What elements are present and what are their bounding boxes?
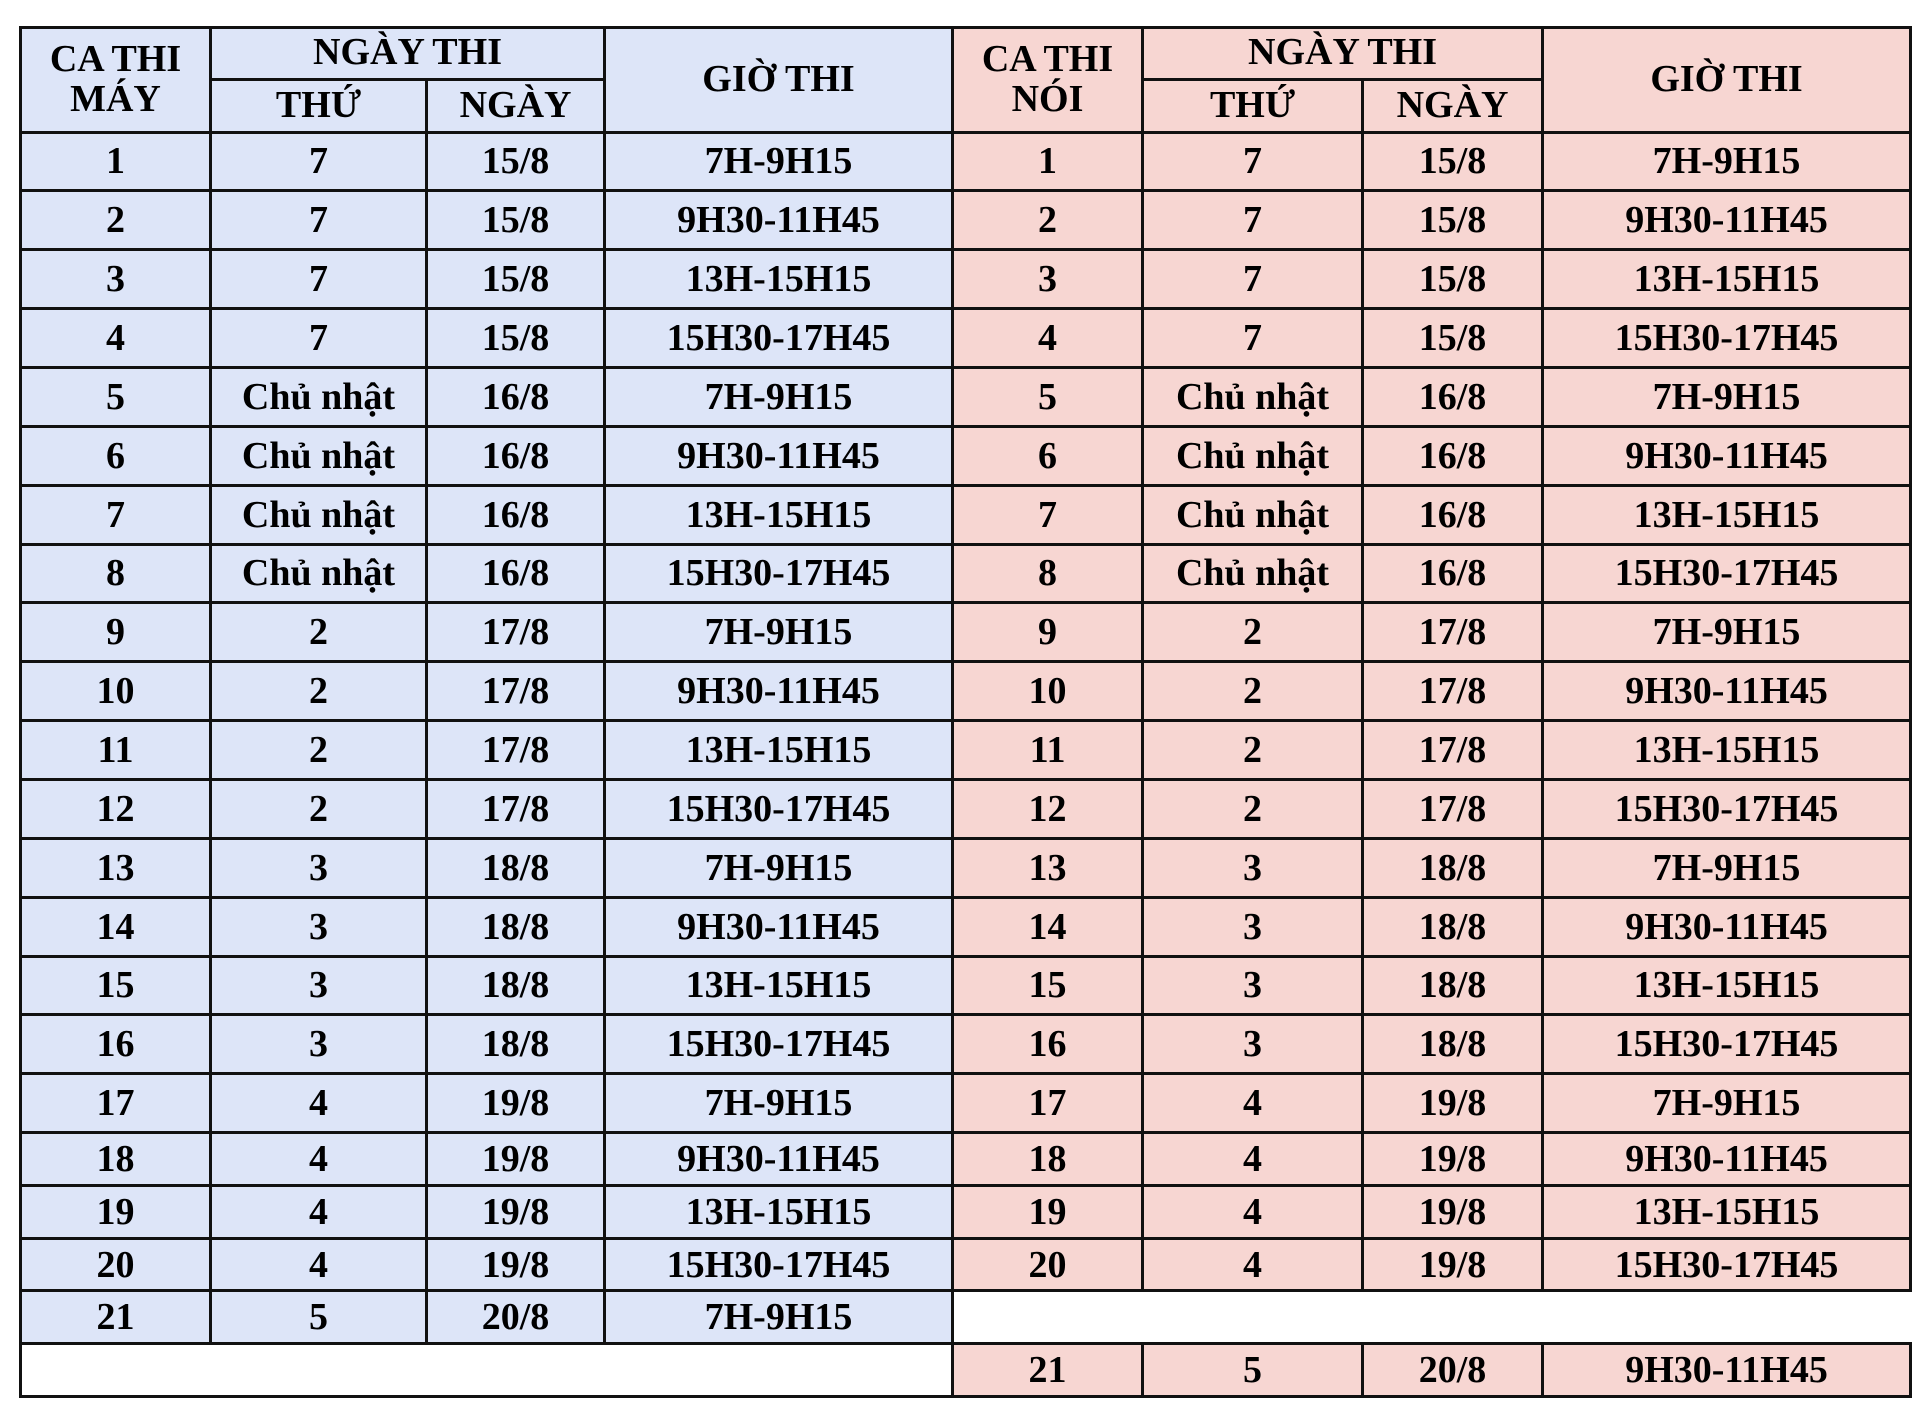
- table-row: [21, 1074, 1911, 1133]
- left-cell-ngay: 17/8: [427, 721, 605, 780]
- left-cell-thu: 4: [211, 1074, 427, 1133]
- right-cell-gio: 13H-15H15: [1543, 956, 1911, 1015]
- table-row: [21, 544, 1911, 603]
- left-cell-ca: 3: [21, 250, 211, 309]
- left-cell-gio: 13H-15H15: [605, 721, 953, 780]
- left-cell-ngay: 15/8: [427, 191, 605, 250]
- left-cell-thu: 7: [211, 309, 427, 368]
- left-cell-ca: 10: [21, 662, 211, 721]
- right-cell-gio: 9H30-11H45: [1543, 191, 1911, 250]
- left-cell-thu: 4: [211, 1238, 427, 1291]
- left-cell-ca: 5: [21, 367, 211, 426]
- right-cell-thu: 2: [1143, 721, 1363, 780]
- left-cell-gio: 7H-9H15: [605, 838, 953, 897]
- left-cell-ngay: 17/8: [427, 662, 605, 721]
- left-cell-thu: 4: [211, 1185, 427, 1238]
- left-cell-thu: 4: [211, 1133, 427, 1186]
- table-row: [21, 662, 1911, 721]
- right-cell-ngay: 15/8: [1363, 191, 1543, 250]
- left-cell-thu: 3: [211, 897, 427, 956]
- header-row-1: [21, 28, 1911, 80]
- right-cell-thu: 4: [1143, 1133, 1363, 1186]
- right-cell-ca: 11: [953, 721, 1143, 780]
- right-cell-thu: 2: [1143, 662, 1363, 721]
- right-cell-gio: 7H-9H15: [1543, 603, 1911, 662]
- left-cell-gio: 13H-15H15: [605, 250, 953, 309]
- table-row: [21, 1015, 1911, 1074]
- table-row: [21, 191, 1911, 250]
- left-cell-thu: 2: [211, 662, 427, 721]
- right-cell-ngay: 15/8: [1363, 250, 1543, 309]
- right-cell-thu: Chủ nhật: [1143, 367, 1363, 426]
- left-cell-gio: 15H30-17H45: [605, 309, 953, 368]
- right-cell-thu: Chủ nhật: [1143, 544, 1363, 603]
- left-cell-ngay: 19/8: [427, 1133, 605, 1186]
- header-ca-line2: NÓI: [1011, 77, 1084, 120]
- table-row: [21, 721, 1911, 780]
- table-row: [21, 779, 1911, 838]
- right-cell-gio: 9H30-11H45: [1543, 662, 1911, 721]
- left-cell-thu: 3: [211, 1015, 427, 1074]
- right-cell-ngay: 16/8: [1363, 426, 1543, 485]
- right-cell-ca: 9: [953, 603, 1143, 662]
- right-cell-ngay: 19/8: [1363, 1238, 1543, 1291]
- right-cell-gio: 13H-15H15: [1543, 250, 1911, 309]
- empty-right-cell: [953, 1291, 1911, 1344]
- left-cell-gio: 7H-9H15: [605, 367, 953, 426]
- left-cell-thu: Chủ nhật: [211, 367, 427, 426]
- right-cell-gio: 15H30-17H45: [1543, 1015, 1911, 1074]
- right-cell-gio: 13H-15H15: [1543, 485, 1911, 544]
- left-cell-gio: 15H30-17H45: [605, 1238, 953, 1291]
- right-cell-ngay: 19/8: [1363, 1133, 1543, 1186]
- right-cell-ca: 17: [953, 1074, 1143, 1133]
- right-cell-gio: 15H30-17H45: [1543, 309, 1911, 368]
- left-cell-ca: 4: [21, 309, 211, 368]
- left-cell-ngay: 18/8: [427, 1015, 605, 1074]
- left-cell-gio: 7H-9H15: [605, 1291, 953, 1344]
- right-cell-ngay: 18/8: [1363, 956, 1543, 1015]
- right-cell-ngay: 16/8: [1363, 485, 1543, 544]
- right-cell-ca: 13: [953, 838, 1143, 897]
- right-cell-ca: 12: [953, 779, 1143, 838]
- table-row: [21, 250, 1911, 309]
- left-cell-ngay: 16/8: [427, 367, 605, 426]
- right-cell-ca: 20: [953, 1238, 1143, 1291]
- right-cell-gio: 9H30-11H45: [1543, 1344, 1911, 1397]
- left-cell-gio: 15H30-17H45: [605, 1015, 953, 1074]
- right-cell-gio: 7H-9H15: [1543, 367, 1911, 426]
- left-cell-thu: Chủ nhật: [211, 426, 427, 485]
- left-cell-gio: 13H-15H15: [605, 485, 953, 544]
- right-cell-gio: 15H30-17H45: [1543, 779, 1911, 838]
- right-cell-thu: 4: [1143, 1238, 1363, 1291]
- header-gio-thi-left: GIỜ THI: [605, 28, 953, 133]
- left-cell-gio: 7H-9H15: [605, 1074, 953, 1133]
- header-ca-thi-noi: [953, 28, 1143, 133]
- left-cell-ca: 9: [21, 603, 211, 662]
- right-cell-ca: 5: [953, 367, 1143, 426]
- left-cell-ca: 14: [21, 897, 211, 956]
- right-cell-ca: 3: [953, 250, 1143, 309]
- right-cell-thu: 3: [1143, 956, 1363, 1015]
- left-cell-gio: 13H-15H15: [605, 1185, 953, 1238]
- header-ca-line2: MÁY: [70, 77, 161, 120]
- left-cell-gio: 7H-9H15: [605, 603, 953, 662]
- left-cell-gio: 13H-15H15: [605, 956, 953, 1015]
- left-cell-thu: 3: [211, 838, 427, 897]
- left-cell-ngay: 16/8: [427, 485, 605, 544]
- left-cell-ca: 15: [21, 956, 211, 1015]
- right-cell-thu: 2: [1143, 603, 1363, 662]
- right-cell-thu: 2: [1143, 779, 1363, 838]
- left-cell-ca: 1: [21, 132, 211, 191]
- left-cell-ca: 2: [21, 191, 211, 250]
- right-cell-ngay: 19/8: [1363, 1185, 1543, 1238]
- left-cell-ngay: 18/8: [427, 838, 605, 897]
- right-cell-ngay: 17/8: [1363, 603, 1543, 662]
- table-row: [21, 426, 1911, 485]
- right-cell-thu: 7: [1143, 191, 1363, 250]
- left-cell-thu: 2: [211, 721, 427, 780]
- left-cell-gio: 9H30-11H45: [605, 191, 953, 250]
- left-cell-ca: 6: [21, 426, 211, 485]
- table-row: [21, 309, 1911, 368]
- left-cell-ngay: 17/8: [427, 603, 605, 662]
- empty-left-cell: [21, 1344, 953, 1397]
- right-cell-gio: 13H-15H15: [1543, 721, 1911, 780]
- left-cell-ngay: 19/8: [427, 1185, 605, 1238]
- left-cell-ca: 13: [21, 838, 211, 897]
- right-cell-ca: 2: [953, 191, 1143, 250]
- left-cell-thu: 2: [211, 779, 427, 838]
- left-cell-thu: 7: [211, 191, 427, 250]
- right-cell-ca: 7: [953, 485, 1143, 544]
- right-cell-thu: 4: [1143, 1074, 1363, 1133]
- right-cell-ngay: 20/8: [1363, 1344, 1543, 1397]
- left-cell-ngay: 20/8: [427, 1291, 605, 1344]
- right-cell-thu: 3: [1143, 838, 1363, 897]
- header-thu-right: THỨ: [1143, 79, 1363, 132]
- left-cell-gio: 9H30-11H45: [605, 662, 953, 721]
- left-cell-ca: 8: [21, 544, 211, 603]
- right-cell-ca: 4: [953, 309, 1143, 368]
- right-cell-ngay: 19/8: [1363, 1074, 1543, 1133]
- right-cell-thu: 3: [1143, 897, 1363, 956]
- right-cell-thu: 5: [1143, 1344, 1363, 1397]
- table-row: [21, 603, 1911, 662]
- table-row: [21, 1238, 1911, 1291]
- left-cell-ngay: 18/8: [427, 956, 605, 1015]
- left-cell-ca: 20: [21, 1238, 211, 1291]
- left-cell-gio: 9H30-11H45: [605, 426, 953, 485]
- left-cell-ca: 19: [21, 1185, 211, 1238]
- left-cell-gio: 9H30-11H45: [605, 1133, 953, 1186]
- left-cell-thu: 7: [211, 250, 427, 309]
- left-cell-ngay: 19/8: [427, 1074, 605, 1133]
- right-cell-ca: 16: [953, 1015, 1143, 1074]
- right-cell-thu: 7: [1143, 132, 1363, 191]
- table-row: [21, 485, 1911, 544]
- table-row: [21, 367, 1911, 426]
- right-cell-thu: 7: [1143, 309, 1363, 368]
- table-row: [21, 132, 1911, 191]
- left-cell-ca: 12: [21, 779, 211, 838]
- right-cell-ca: 6: [953, 426, 1143, 485]
- table-row: [21, 956, 1911, 1015]
- left-cell-ca: 11: [21, 721, 211, 780]
- right-cell-ca: 19: [953, 1185, 1143, 1238]
- right-cell-thu: 4: [1143, 1185, 1363, 1238]
- left-cell-thu: Chủ nhật: [211, 485, 427, 544]
- right-cell-ca: 18: [953, 1133, 1143, 1186]
- right-cell-ngay: 18/8: [1363, 1015, 1543, 1074]
- right-cell-thu: Chủ nhật: [1143, 485, 1363, 544]
- right-cell-ngay: 15/8: [1363, 132, 1543, 191]
- table-row: [21, 838, 1911, 897]
- right-cell-gio: 7H-9H15: [1543, 132, 1911, 191]
- right-cell-ngay: 15/8: [1363, 309, 1543, 368]
- left-cell-ngay: 15/8: [427, 132, 605, 191]
- left-cell-thu: 5: [211, 1291, 427, 1344]
- table-row: [21, 1133, 1911, 1186]
- left-cell-ngay: 15/8: [427, 309, 605, 368]
- left-cell-ngay: 15/8: [427, 250, 605, 309]
- left-cell-thu: Chủ nhật: [211, 544, 427, 603]
- header-thu-left: THỨ: [211, 79, 427, 132]
- header-gio-thi-right: GIỜ THI: [1543, 28, 1911, 133]
- table-row: [21, 1185, 1911, 1238]
- table-row-left-last: [21, 1291, 1911, 1344]
- right-cell-gio: 15H30-17H45: [1543, 1238, 1911, 1291]
- right-cell-gio: 9H30-11H45: [1543, 426, 1911, 485]
- header-ca-thi-may: [21, 28, 211, 133]
- right-cell-ca: 21: [953, 1344, 1143, 1397]
- right-cell-ngay: 17/8: [1363, 721, 1543, 780]
- header-ngay-thi-right: NGÀY THI: [1143, 28, 1543, 80]
- left-cell-ngay: 18/8: [427, 897, 605, 956]
- header-ca-line1: CA THI: [981, 37, 1114, 80]
- header-ngay-right: NGÀY: [1363, 79, 1543, 132]
- left-cell-gio: 7H-9H15: [605, 132, 953, 191]
- right-cell-gio: 9H30-11H45: [1543, 1133, 1911, 1186]
- left-cell-ngay: 17/8: [427, 779, 605, 838]
- right-cell-ngay: 16/8: [1363, 544, 1543, 603]
- left-cell-ngay: 19/8: [427, 1238, 605, 1291]
- left-cell-gio: 9H30-11H45: [605, 897, 953, 956]
- right-cell-ca: 8: [953, 544, 1143, 603]
- table-row-right-last: [21, 1344, 1911, 1397]
- right-cell-ngay: 18/8: [1363, 897, 1543, 956]
- right-cell-ngay: 17/8: [1363, 779, 1543, 838]
- right-cell-thu: 7: [1143, 250, 1363, 309]
- right-cell-gio: 7H-9H15: [1543, 1074, 1911, 1133]
- right-cell-ngay: 18/8: [1363, 838, 1543, 897]
- right-cell-ca: 14: [953, 897, 1143, 956]
- left-cell-ca: 17: [21, 1074, 211, 1133]
- right-cell-ca: 10: [953, 662, 1143, 721]
- table-row: [21, 897, 1911, 956]
- left-cell-gio: 15H30-17H45: [605, 779, 953, 838]
- left-cell-thu: 7: [211, 132, 427, 191]
- left-cell-ngay: 16/8: [427, 426, 605, 485]
- right-cell-thu: 3: [1143, 1015, 1363, 1074]
- right-cell-ca: 15: [953, 956, 1143, 1015]
- right-cell-gio: 7H-9H15: [1543, 838, 1911, 897]
- left-cell-ca: 16: [21, 1015, 211, 1074]
- left-cell-ngay: 16/8: [427, 544, 605, 603]
- right-cell-ngay: 17/8: [1363, 662, 1543, 721]
- right-cell-gio: 15H30-17H45: [1543, 544, 1911, 603]
- header-ngay-left: NGÀY: [427, 79, 605, 132]
- left-cell-thu: 3: [211, 956, 427, 1015]
- right-cell-ngay: 16/8: [1363, 367, 1543, 426]
- right-cell-thu: Chủ nhật: [1143, 426, 1363, 485]
- table-body: [21, 28, 1911, 1397]
- header-ngay-thi-left: NGÀY THI: [211, 28, 605, 80]
- header-ca-line1: CA THI: [49, 37, 182, 80]
- left-cell-ca: 7: [21, 485, 211, 544]
- left-cell-ca: 21: [21, 1291, 211, 1344]
- left-cell-thu: 2: [211, 603, 427, 662]
- right-cell-ca: 1: [953, 132, 1143, 191]
- left-cell-gio: 15H30-17H45: [605, 544, 953, 603]
- right-cell-gio: 13H-15H15: [1543, 1185, 1911, 1238]
- exam-schedule-table: [19, 26, 1912, 1398]
- left-cell-ca: 18: [21, 1133, 211, 1186]
- right-cell-gio: 9H30-11H45: [1543, 897, 1911, 956]
